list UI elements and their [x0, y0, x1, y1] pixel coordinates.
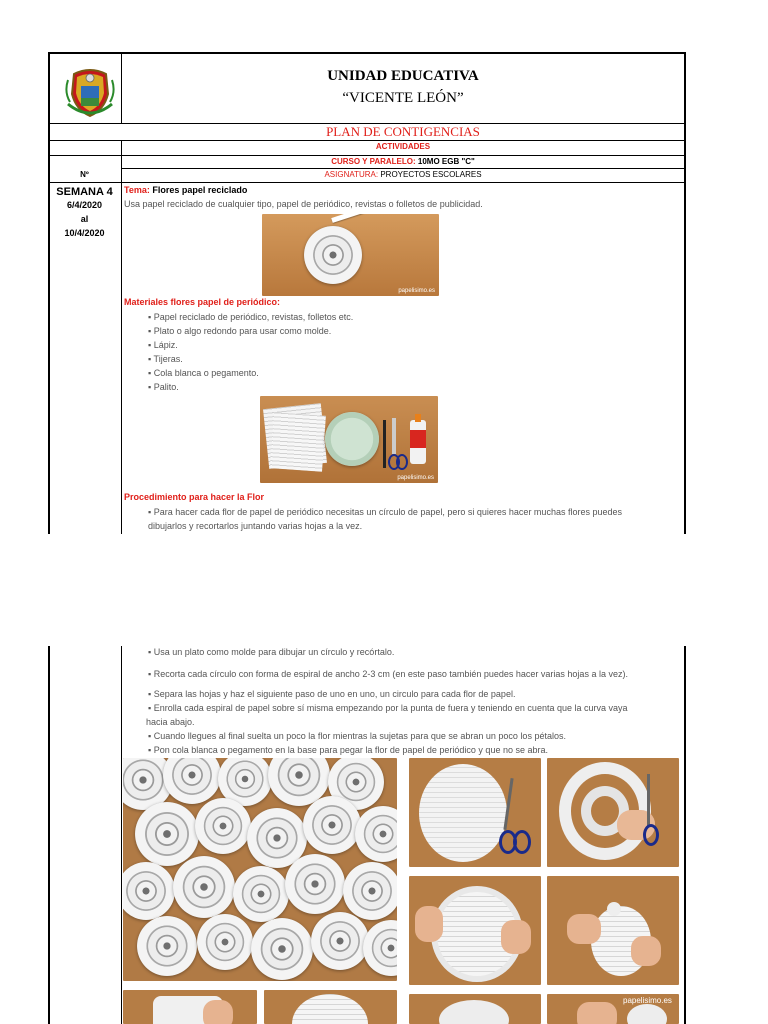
procedure-step-1-cont [148, 521, 362, 531]
curso-value: 10MO EGB "C" [417, 157, 475, 166]
procedure-step: ▪ Usa un plato como molde para dibujar un círculo y recórtalo. [148, 647, 395, 657]
material-text: Plato o algo redondo para usar como molde. [153, 326, 332, 336]
materials-title: Materiales flores papel de periódico: [124, 297, 281, 307]
material-text: Cola blanca o pegamento. [153, 368, 259, 378]
list-item: ▪ Papel reciclado de periódico, revistas, folletos etc. [148, 312, 354, 322]
tema-row [124, 185, 247, 195]
intro-text: Usa papel reciclado de cualquier tipo, papel de periódico, revistas o folletos de publicidad. [124, 199, 483, 209]
step-text: Usa un plato como molde para dibujar un círculo y recórtalo. [153, 647, 395, 657]
step-photo-separate-sheets [409, 876, 541, 985]
procedure-step: ▪ Pon cola blanca o pegamento en la base para pegar la flor de papel de periódico y que no se abra. [148, 745, 548, 755]
week-date-from: 6/4/2020 [66, 200, 103, 210]
list-item: ▪ Lápiz. [148, 340, 178, 350]
list-item: ▪ Tijeras. [148, 354, 183, 364]
step-photo-circle-cut [409, 758, 541, 867]
photo-watermark: papelisimo.es [397, 475, 434, 481]
step-text: Cuando llegues al final suelta un poco la flor mientras la sujetas para que se abran un poco los pétalos. [153, 731, 566, 741]
procedure-step: ▪ Cuando llegues al final suelta un poco la flor mientras la sujetas para que se abran un poco los pétalos. [148, 731, 566, 741]
material-text: Tijeras. [153, 354, 183, 364]
curso-label: CURSO Y PARALELO: [331, 157, 416, 166]
step-text: Pon cola blanca o pegamento en la base para pegar la flor de papel de periódico y que no se abra. [153, 745, 548, 755]
week-date-al: al [80, 214, 89, 224]
procedure-title: Procedimiento para hacer la Flor [124, 492, 265, 502]
curso-row [122, 157, 684, 166]
materials-photo [260, 396, 438, 483]
list-item: ▪ Palito. [148, 382, 179, 392]
step-text: dibujarlos y recortarlos juntando varias hojas a la vez. [148, 521, 363, 531]
school-name-line1: UNIDAD EDUCATIVA [327, 68, 479, 84]
roses-collage-photo [123, 758, 397, 981]
step-photo-partial-2 [264, 990, 397, 1024]
step-photo-partial-3 [409, 994, 541, 1024]
actividades-label: ACTIVIDADES [375, 142, 431, 151]
school-name-line2: “VICENTE LEÓN” [342, 90, 464, 106]
step-photo-partial-1 [123, 990, 257, 1024]
step-text: hacia abajo. [146, 717, 195, 727]
paper-rose-photo [262, 214, 439, 296]
procedure-step: ▪ Enrolla cada espiral de papel sobre sí misma empezando por la punta de fuera y teniendo en cuenta que la curva vaya [148, 703, 628, 713]
step-text: Separa las hojas y haz el siguiente paso de uno en uno, un circulo para cada flor de papel. [153, 689, 516, 699]
tema-label: Tema: [124, 185, 150, 195]
plan-title: PLAN DE CONTIGENCIAS [326, 124, 480, 139]
step-text: Recorta cada círculo con forma de espiral de ancho 2-3 cm (en este paso también puedes hacer varias hojas a la vez). [153, 669, 628, 679]
week-date-to: 10/4/2020 [64, 228, 105, 238]
material-text: Lápiz. [153, 340, 178, 350]
tema-value: Flores papel reciclado [152, 185, 248, 195]
asignatura-label: ASIGNATURA: [324, 170, 379, 179]
list-item: ▪ Cola blanca o pegamento. [148, 368, 259, 378]
procedure-step-1: ▪ Para hacer cada flor de papel de periódico necesitas un círculo de papel, pero si quieres hacer muchas flores puedes [148, 507, 622, 517]
collage-watermark: papelisimo.es [623, 996, 672, 1005]
school-crest-icon [64, 64, 116, 120]
procedure-step: ▪ Recorta cada círculo con forma de espiral de ancho 2-3 cm (en este paso también puedes hacer varias hojas a la vez). [148, 669, 628, 679]
material-text: Papel reciclado de periódico, revistas, folletos etc. [153, 312, 354, 322]
step-text: Para hacer cada flor de papel de periódico necesitas un círculo de papel, pero si quieres hacer muchas flores puedes [153, 507, 622, 517]
procedure-step-cont [146, 717, 195, 727]
step-photo-roll-spiral [547, 876, 679, 985]
step-photo-spiral-cut [547, 758, 679, 867]
number-column-header: Nº [80, 170, 89, 179]
asignatura-value: PROYECTOS ESCOLARES [380, 170, 482, 179]
step-text: Enrolla cada espiral de papel sobre sí misma empezando por la punta de fuera y teniendo en cuenta que la curva vaya [153, 703, 628, 713]
list-item: ▪ Plato o algo redondo para usar como molde. [148, 326, 332, 336]
asignatura-row [122, 170, 684, 179]
procedure-step: ▪ Separa las hojas y haz el siguiente paso de uno en uno, un circulo para cada flor de papel. [148, 689, 516, 699]
material-text: Palito. [153, 382, 179, 392]
photo-watermark: papelisimo.es [398, 288, 435, 294]
week-label: SEMANA 4 [56, 186, 113, 198]
